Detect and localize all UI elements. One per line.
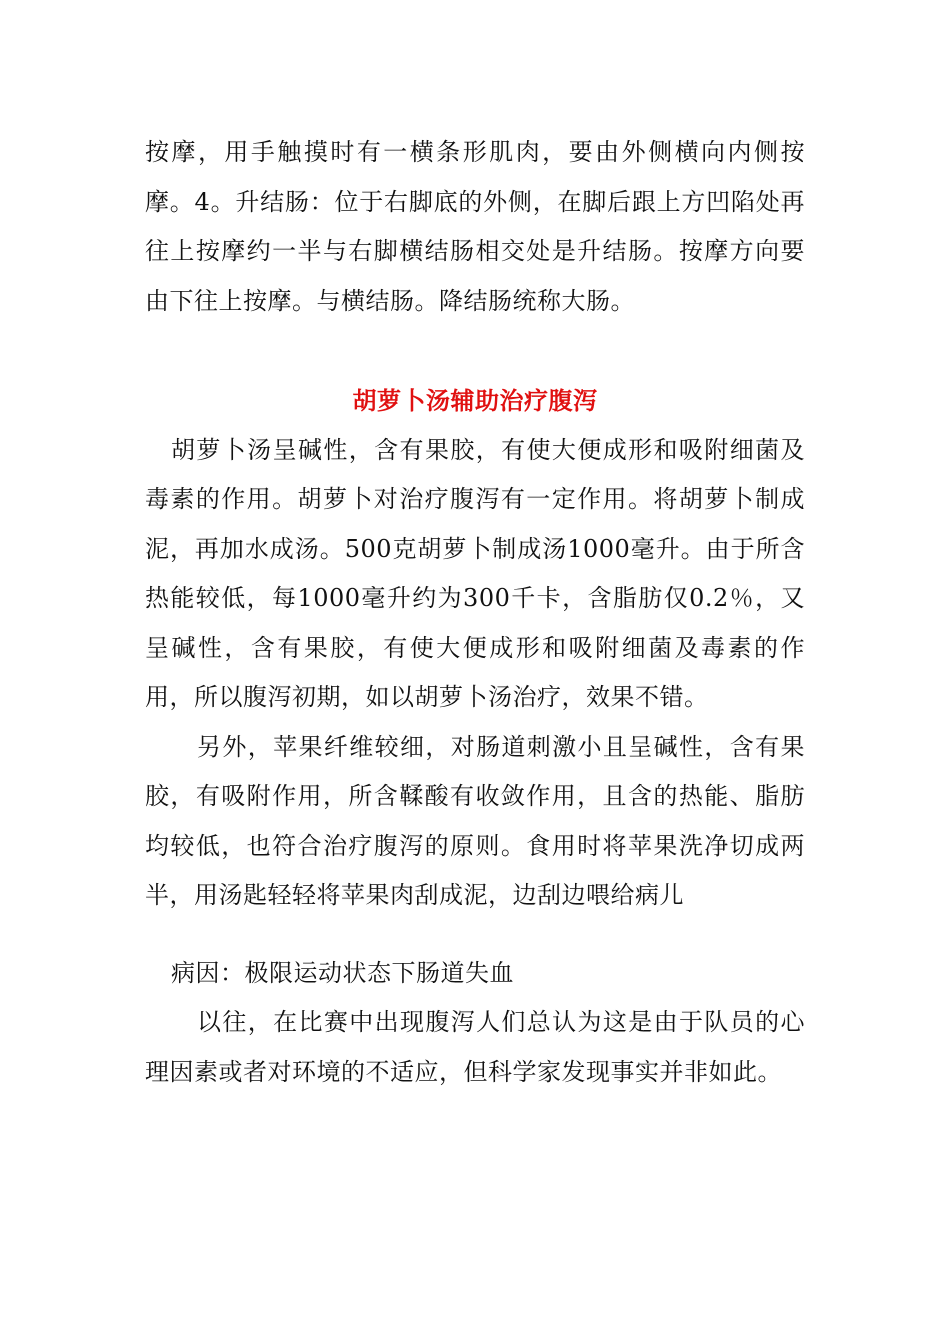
cause-line: 病因：极限运动状态下肠道失血: [171, 958, 514, 987]
intro-paragraph: 按摩，用手触摸时有一横条形肌肉，要由外侧横向内侧按摩。4。升结肠：位于右脚底的外侧，在脚后跟上方凹陷处再往上按摩约一半与右脚横结肠相交处是升结肠。按摩方向要由下往上按摩。与横结肠。降结肠统称大肠。: [145, 138, 805, 315]
document-page: [145, 128, 805, 1097]
spacer: [145, 326, 805, 376]
paragraph-carrot-soup: 胡萝卜汤呈碱性，含有果胶，有使大便成形和吸附细菌及毒素的作用。胡萝卜对治疗腹泻有一定作用。将胡萝卜制成泥，再加水成汤。500克胡萝卜制成汤1000毫升。由于所含热能较低，每1000毫升约为300千卡，含脂肪仅0.2％，又呈碱性，含有果胶，有使大便成形和吸附细菌及毒素的作用，所以腹泻初期，如以胡萝卜汤治疗，效果不错。: [145, 435, 805, 711]
section-title: 胡萝卜汤辅助治疗腹泻: [352, 386, 598, 415]
spacer: [145, 921, 805, 949]
paragraph-apple: 另外，苹果纤维较细，对肠道刺激小且呈碱性，含有果胶，有吸附作用，所含鞣酸有收敛作用，且含的热能、脂肪均较低，也符合治疗腹泻的原则。食用时将苹果洗净切成两半，用汤匙轻轻将苹果肉刮成泥，边刮边喂给病儿: [145, 732, 805, 909]
paragraph-history: 以往，在比赛中出现腹泻人们总认为这是由于队员的心理因素或者对环境的不适应，但科学家发现事实并非如此。: [145, 1008, 805, 1086]
